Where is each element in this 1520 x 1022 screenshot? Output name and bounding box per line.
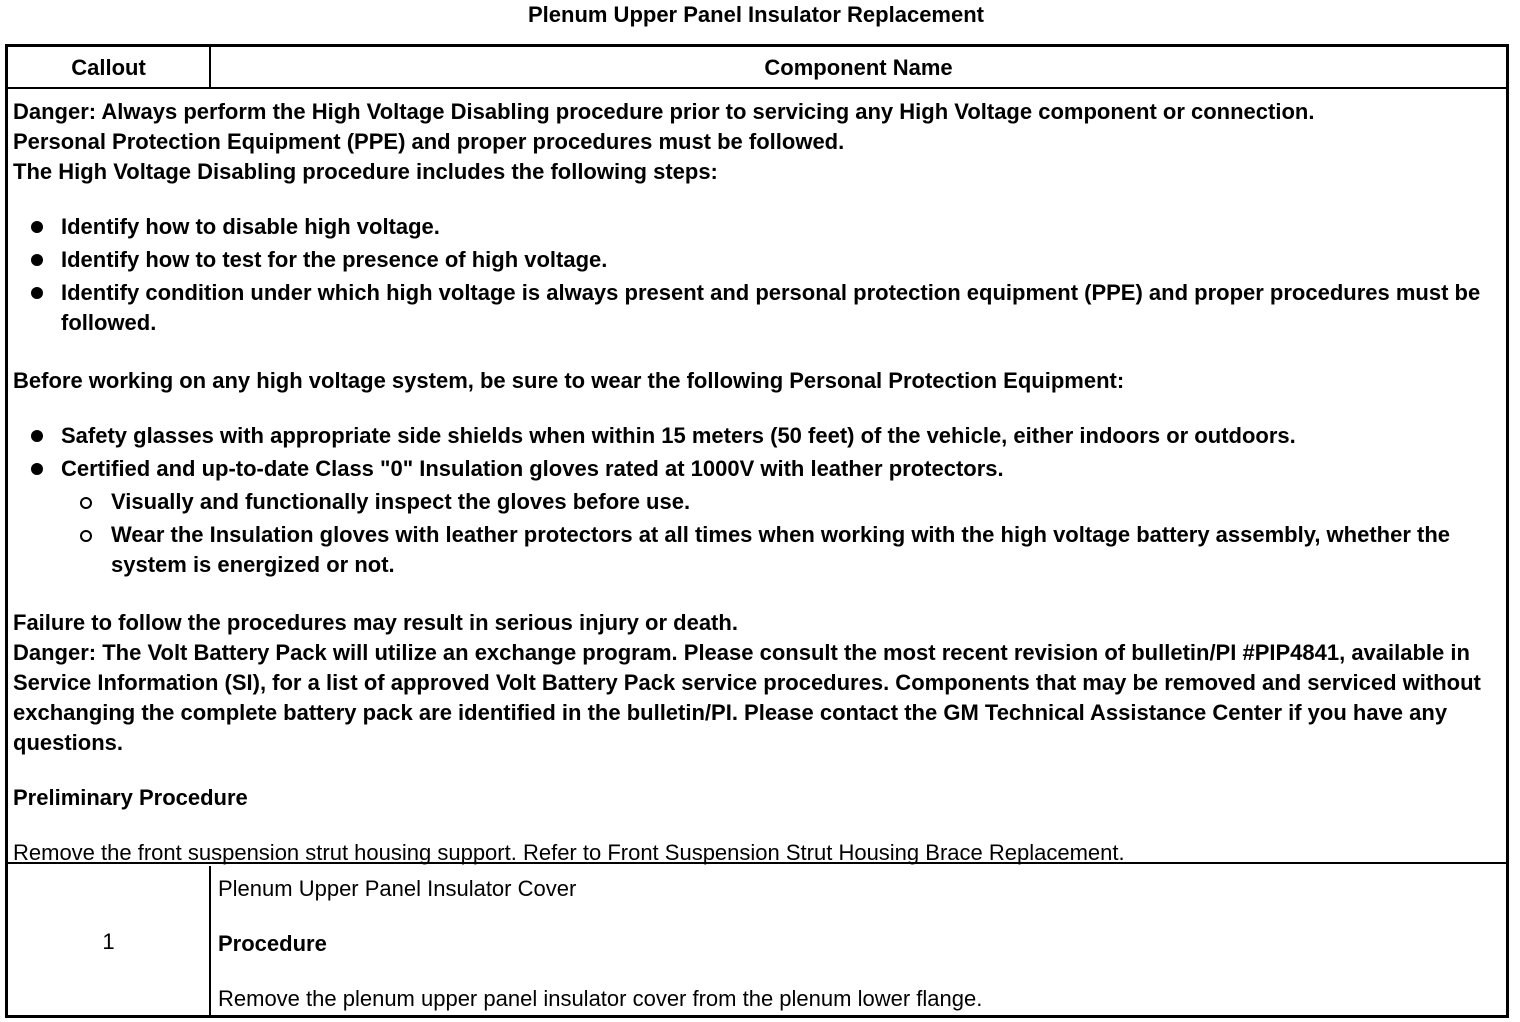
table-row	[8, 866, 1506, 1015]
preliminary-text: Remove the front suspension strut housing support. Refer to Front Suspension Strut Housing Brace Replacement.	[13, 840, 1125, 865]
notes-row	[8, 89, 1506, 864]
bullet-icon	[31, 221, 43, 233]
list-item: Wear the Insulation gloves with leather protectors at all times when working with the high voltage battery assembly, whether the system is energized or not.	[61, 520, 1501, 580]
ppe-intro: Before working on any high voltage system, be sure to wear the following Personal Protection Equipment:	[13, 368, 1125, 393]
procedure-table	[5, 44, 1509, 1018]
ppe-list	[13, 421, 1501, 580]
danger-hv-line: Personal Protection Equipment (PPE) and proper procedures must be followed.	[13, 129, 845, 154]
document-title: Plenum Upper Panel Insulator Replacement	[527, 2, 984, 27]
list-item: Identify condition under which high voltage is always present and personal protection equipment (PPE) and proper procedures must be followed.	[13, 278, 1501, 338]
component-name: Plenum Upper Panel Insulator Cover	[218, 876, 577, 901]
list-item: Visually and functionally inspect the gloves before use.	[61, 487, 1501, 517]
bullet-icon	[31, 254, 43, 266]
hollow-bullet-icon	[80, 497, 92, 509]
list-item: Identify how to disable high voltage.	[13, 212, 1501, 242]
notes-content	[13, 97, 1501, 868]
list-item: Identify how to test for the presence of high voltage.	[13, 245, 1501, 275]
hv-steps-list	[13, 212, 1501, 338]
bullet-icon	[31, 463, 43, 475]
danger-hv-line: The High Voltage Disabling procedure includes the following steps:	[13, 159, 718, 184]
glove-sublist	[61, 487, 1501, 580]
battery-danger: Danger: The Volt Battery Pack will utilize an exchange program. Please consult the most recent revision of bulletin/PI #PIP4841, available in Service Information (SI), for a list of approved Volt Battery Pack service procedures. Components that may be removed and serviced without exchanging the complete battery pack are identified in the bulletin/PI. Please contact the GM Technical Assistance Center if you have any questions.	[13, 640, 1481, 755]
procedure-text: Remove the plenum upper panel insulator cover from the plenum lower flange.	[218, 986, 983, 1011]
procedure-heading: Procedure	[218, 931, 327, 956]
list-item: Certified and up-to-date Class "0" Insulation gloves rated at 1000V with leather protectors. Visually and functionally inspect the gloves before use. Wear the Insulation gloves with leather protectors at all times when working with the high voltage battery assembly, whether the system is energized or not.	[13, 454, 1501, 580]
table-header-row	[8, 47, 1506, 89]
header-callout: Callout	[71, 55, 146, 80]
callout-number: 1	[102, 929, 115, 954]
danger-hv-line: Danger: Always perform the High Voltage Disabling procedure prior to servicing any High Voltage component or connection.	[13, 99, 1315, 124]
component-cell	[218, 874, 1498, 1014]
bullet-icon	[31, 430, 43, 442]
list-item: Safety glasses with appropriate side shields when within 15 meters (50 feet) of the vehicle, either indoors or outdoors.	[13, 421, 1501, 451]
hollow-bullet-icon	[80, 530, 92, 542]
bullet-icon	[31, 287, 43, 299]
failure-warning: Failure to follow the procedures may result in serious injury or death.	[13, 610, 738, 635]
preliminary-heading: Preliminary Procedure	[13, 785, 248, 810]
column-divider	[209, 866, 211, 1015]
header-component-name: Component Name	[764, 55, 953, 80]
